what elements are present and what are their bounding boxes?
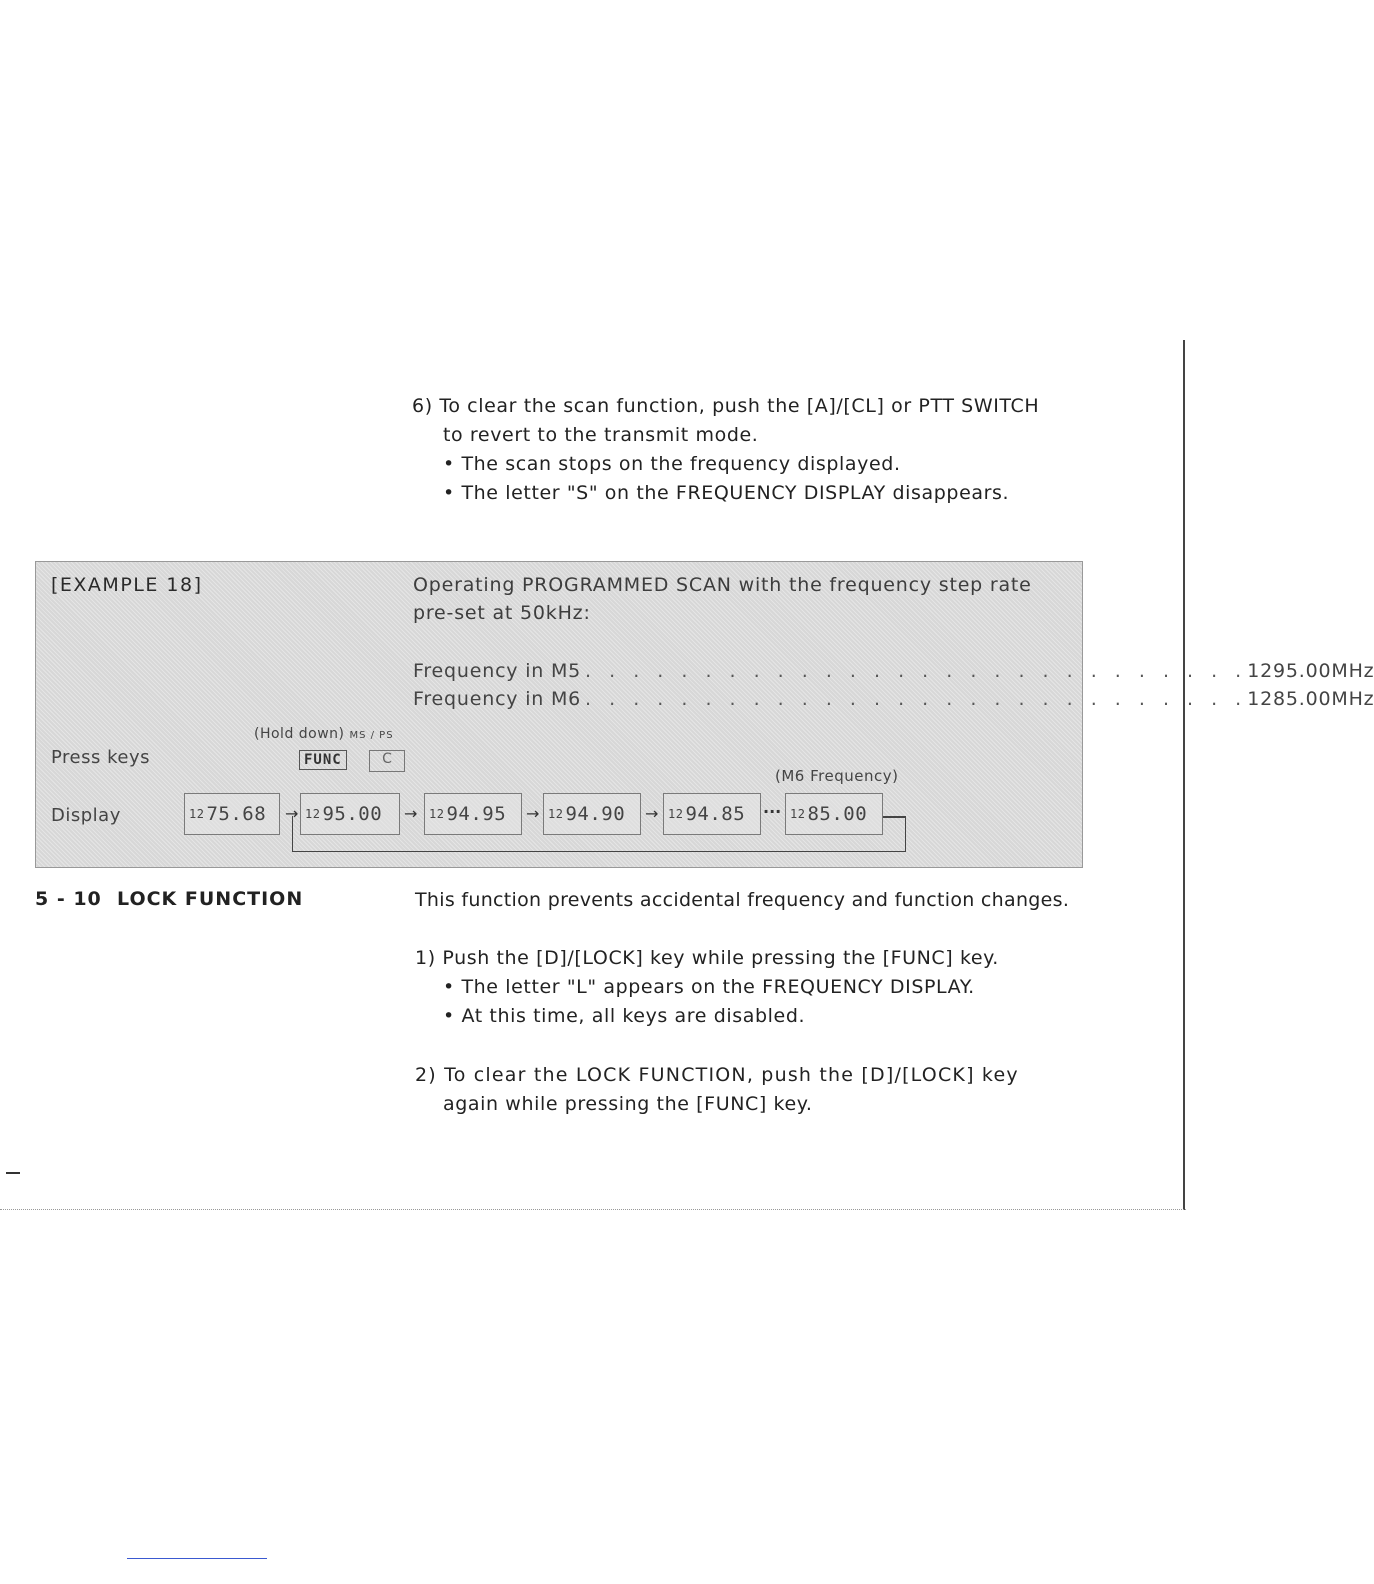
freq-m5-value: 1295.00MHz [1247, 660, 1374, 682]
freq-m6-dots: . . . . . . . . . . . . . . . . . . . . . . . . . . . . [585, 688, 1248, 710]
example-title: [EXAMPLE 18] [51, 574, 203, 596]
section-heading [35, 888, 303, 910]
display-label: Display [51, 805, 121, 826]
arrow-icon: → [404, 804, 418, 823]
step1-bullet2: • At this time, all keys are disabled. [443, 1005, 806, 1027]
lcd-display-4: 12 94.90 [543, 793, 641, 835]
example-desc-line2: pre-set at 50kHz: [413, 602, 591, 624]
func-key: FUNC [299, 750, 347, 770]
step6-bullet2: • The letter "S" on the FREQUENCY DISPLAY disappears. [443, 482, 1010, 504]
section-title: LOCK FUNCTION [117, 888, 304, 910]
ms-ps-label: MS / PS [349, 730, 394, 741]
freq-m6-value: 1285.00MHz [1247, 688, 1374, 710]
freq-m5-row [413, 660, 1374, 682]
step1-line1: 1) Push the [D]/[LOCK] key while pressing the [FUNC] key. [415, 947, 999, 969]
freq-m5-label: Frequency in M5 [413, 660, 582, 682]
section-intro: This function prevents accidental frequency and function changes. [415, 889, 1070, 911]
hold-down-text: (Hold down) [254, 726, 345, 742]
step1-bullet1: • The letter "L" appears on the FREQUENCY DISPLAY. [443, 976, 975, 998]
lcd-display-5: 12 94.85 [663, 793, 761, 835]
loop-back-line [292, 816, 906, 852]
section-number: 5 - 10 [35, 888, 102, 910]
freq-m6-row [413, 688, 1374, 710]
step6-line1: 6) To clear the scan function, push the [A]/[CL] or PTT SWITCH [412, 395, 1040, 417]
lcd-display-1: 12 75.68 [184, 793, 280, 835]
press-keys-label: Press keys [51, 747, 150, 768]
step2-line2: again while pressing the [FUNC] key. [443, 1093, 813, 1115]
arrow-icon: → [526, 804, 540, 823]
example-desc-line1: Operating PROGRAMMED SCAN with the frequency step rate [413, 574, 1032, 596]
margin-rule [1183, 340, 1185, 1210]
left-margin-dash [6, 1172, 20, 1174]
lcd-display-2: 12 95.00 [300, 793, 400, 835]
example-18-box [35, 561, 1374, 868]
step6-bullet1: • The scan stops on the frequency displayed. [443, 453, 901, 475]
freq-m5-dots: . . . . . . . . . . . . . . . . . . . . . . . . . . . . [585, 660, 1248, 682]
lcd-display-6: 12 85.00 [785, 793, 883, 835]
ellipsis-icon: ··· [763, 802, 782, 821]
page-bottom-rule [0, 1209, 1186, 1211]
m6-frequency-note: (M6 Frequency) [775, 767, 899, 785]
arrow-icon: → [645, 804, 659, 823]
freq-m6-label: Frequency in M6 [413, 688, 582, 710]
step2-line1: 2) To clear the LOCK FUNCTION, push the [D]/[LOCK] key [415, 1064, 1019, 1086]
c-key: C [369, 750, 405, 772]
hold-down-note [254, 726, 394, 742]
lcd-display-3: 12 94.95 [424, 793, 522, 835]
arrow-icon: → [285, 804, 299, 823]
step6-line2: to revert to the transmit mode. [443, 424, 759, 446]
footnote-rule [127, 1558, 267, 1559]
